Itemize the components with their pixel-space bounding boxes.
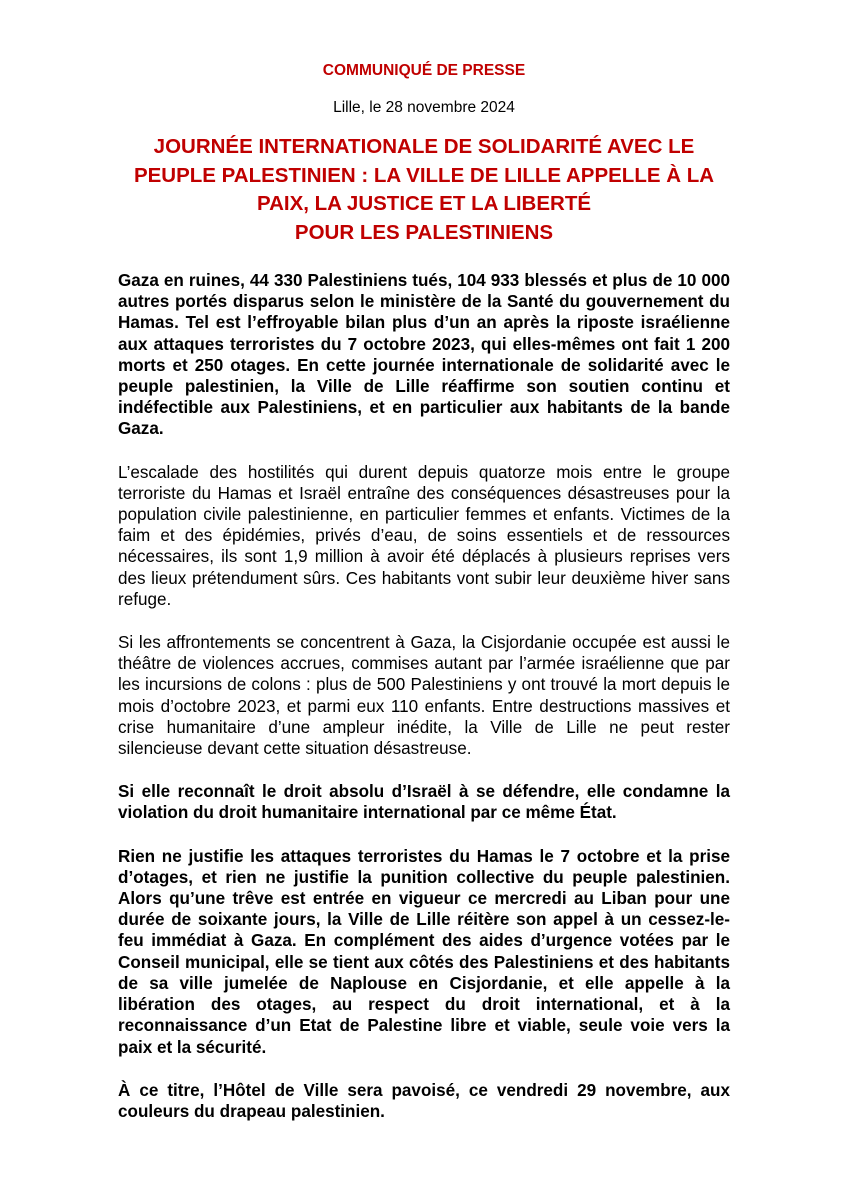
title-line: PAIX, LA JUSTICE ET LA LIBERTÉ [256, 192, 592, 215]
paragraph-ceasefire-call: Rien ne justifie les attaques terroristes du Hamas le 7 octobre et la prise d’otages, et rien ne justifie la punition collective du peuple palestinien. Alors qu’une trêve est entrée en vigueur ce mercredi au Liban pour une durée de soixante jours, la Ville de Lille réitère son appel à un cessez-le-feu immédiat à Gaza. En complément des aides d’urgence votées par le Conseil municipal, elle se tient aux côtés des Palestiniens et des habitants de sa ville jumelée de Naplouse en Cisjordanie, et elle appelle à la libération des otages, au respect du droit international, et à la reconnaissance d’un Etat de Palestine libre et viable, seule voie vers la paix et la sécurité. [118, 846, 730, 1057]
paragraph-flag-announcement: À ce titre, l’Hôtel de Ville sera pavoisé, ce vendredi 29 novembre, aux couleurs du drapeau palestinien. [118, 1080, 730, 1121]
title-line: PEUPLE PALESTINIEN : LA VILLE DE LILLE APPELLE À LA [133, 163, 715, 187]
title-line: POUR LES PALESTINIENS [294, 220, 554, 244]
title-line: JOURNÉE INTERNATIONALE DE SOLIDARITÉ AVEC LE [153, 135, 695, 158]
body-text [118, 270, 730, 1144]
paragraph-right-to-defend: Si elle reconnaît le droit absolu d’Israël à se défendre, elle condamne la violation du droit humanitaire international par ce même État. [118, 782, 730, 823]
paragraph-casualty-toll: Gaza en ruines, 44 330 Palestiniens tués, 104 933 blessés et plus de 10 000 autres portés disparus selon le ministère de la Santé du gouvernement du Hamas. Tel est l’effroyable bilan plus d’un an après la riposte israélienne aux attaques terroristes du 7 octobre 2023, qui elles-mêmes ont fait 1 200 morts et 250 otages. En cette journée internationale de solidarité avec le peuple palestinien, la Ville de Lille réaffirme son soutien continu et indéfectible aux Palestiniens, et en particulier aux habitants de la bande Gaza. [118, 271, 730, 439]
date-line: Lille, le 28 novembre 2024 [333, 99, 515, 116]
paragraph-humanitarian-situation: L’escalade des hostilités qui durent depuis quatorze mois entre le groupe terroriste du Hamas et Israël entraîne des conséquences désastreuses pour la population civile palestinienne, en particulier femmes et enfants. Victimes de la faim et des épidémies, privés d’eau, de soins essentiels et de ressources nécessaires, ils sont 1,9 million à avoir été déplacés à plusieurs reprises vers des lieux prétendument sûrs. Ces habitants vont subir leur deuxième hiver sans refuge. [118, 462, 730, 609]
paragraph-west-bank: Si les affrontements se concentrent à Gaza, la Cisjordanie occupée est aussi le théâtre de violences accrues, commises autant par l’armée israélienne que par les incursions de colons : plus de 500 Palestiniens y ont trouvé la mort depuis le mois d’octobre 2023, et parmi eux 110 enfants. Entre destructions massives et crise humanitaire d’une ampleur inédite, la Ville de Lille ne peut rester silencieuse devant cette situation désastreuse. [118, 633, 730, 759]
document-type-label: COMMUNIQUÉ DE PRESSE [322, 62, 526, 79]
press-release-title [118, 133, 730, 247]
